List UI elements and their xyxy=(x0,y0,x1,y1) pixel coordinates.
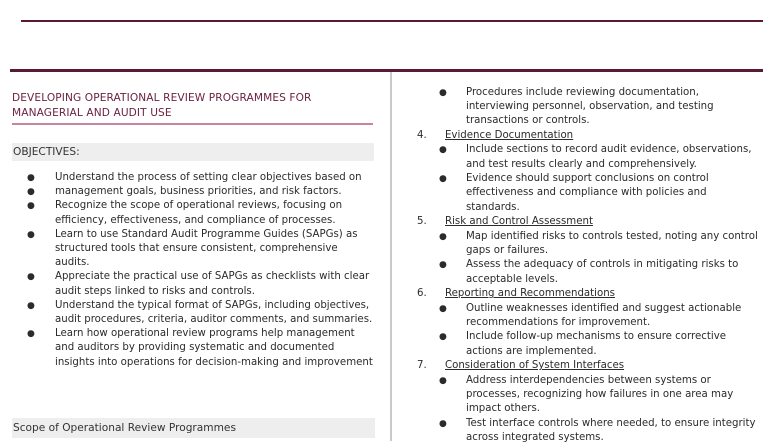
section-title: Risk and Control Assessment xyxy=(445,216,593,228)
bullet-icon: ● xyxy=(439,418,447,429)
objective-text: Learn to use Standard Audit Programme Guides (SAPGs) as structured tools that ensure consistent, comprehensive audits. xyxy=(55,228,358,269)
bullet-icon: ● xyxy=(27,300,35,311)
objective-text: Appreciate the practical use of SAPGs as checklists with clear audit steps linked to risks and controls. xyxy=(55,271,370,297)
bullet-icon: ● xyxy=(439,332,447,343)
document-title xyxy=(12,91,374,121)
section-title: Reporting and Recommendations xyxy=(445,288,615,300)
lead-bullet xyxy=(405,86,763,129)
section-heading xyxy=(405,359,763,373)
section-heading xyxy=(405,215,763,229)
bullet-icon: ● xyxy=(439,260,447,271)
section-bullet xyxy=(405,374,763,417)
objective-item xyxy=(12,270,374,298)
objective-item xyxy=(12,299,374,327)
section-number: 6. xyxy=(417,288,427,300)
bullet-icon: ● xyxy=(439,174,447,185)
left-column xyxy=(12,72,374,434)
section-bullet-text: Include sections to record audit evidence, observations, and test results clearly and comprehensively. xyxy=(466,144,752,170)
section-bullet-text: Test interface controls where needed, to ensure integrity across integrated systems. xyxy=(466,417,756,443)
objectives-heading: OBJECTIVES: xyxy=(12,143,374,161)
objective-text: Understand the process of setting clear objectives based on xyxy=(55,172,362,183)
column-divider xyxy=(390,72,392,441)
lead-bullet-text: Procedures include reviewing documentation, interviewing personnel, observation, and testing transactions or controls. xyxy=(466,87,714,127)
bullet-icon: ● xyxy=(439,303,447,314)
section-heading xyxy=(405,287,763,301)
section-number: 4. xyxy=(417,130,427,142)
title-line-1: DEVELOPING OPERATIONAL REVIEW PROGRAMMES FOR xyxy=(12,92,312,104)
objective-text: management goals, business priorities, and risk factors. xyxy=(55,186,342,198)
section-bullet xyxy=(405,258,763,286)
section-bullet-text: Address interdependencies between systems or processes, recognizing how failures in one area may impact others. xyxy=(466,374,734,414)
objective-text: Learn how operational review programs help management and auditors by providing systematic and documented insights into operations for decision-making and improvement xyxy=(55,328,373,368)
header-top-rule xyxy=(21,20,763,22)
bullet-icon: ● xyxy=(439,88,447,98)
bullet-icon: ● xyxy=(27,201,35,212)
section-number: 5. xyxy=(417,216,427,228)
section-heading xyxy=(405,129,763,143)
bullet-icon: ● xyxy=(27,329,35,340)
bullet-icon: ● xyxy=(27,187,35,198)
objective-text: Recognize the scope of operational reviews, focusing on efficiency, effectiveness, and compliance of processes. xyxy=(55,200,343,226)
section-bullet xyxy=(405,302,763,330)
bullet-icon: ● xyxy=(27,272,35,283)
section-bullet-text: Evidence should support conclusions on control effectiveness and compliance with policies and standards. xyxy=(466,173,709,213)
objective-item xyxy=(12,199,374,227)
bullet-icon: ● xyxy=(439,231,447,242)
objective-item xyxy=(12,185,374,199)
section-bullet-text: Map identified risks to controls tested, noting any control gaps or failures. xyxy=(466,230,758,256)
section-number: 7. xyxy=(417,360,427,372)
bullet-icon: ● xyxy=(27,229,35,240)
section-bullet-text: Outline weaknesses identified and suggest actionable recommendations for improvement. xyxy=(466,302,742,328)
objective-item xyxy=(12,171,374,185)
objective-text: Understand the typical format of SAPGs, including objectives, audit procedures, criteria, auditor comments, and summaries. xyxy=(55,299,373,326)
title-underline xyxy=(12,123,373,125)
section-bullet xyxy=(405,230,763,258)
scope-heading: Scope of Operational Review Programmes xyxy=(12,418,375,438)
bullet-icon: ● xyxy=(439,375,447,386)
section-bullet xyxy=(405,143,763,171)
section-title: Consideration of System Interfaces xyxy=(445,360,625,372)
title-line-2: MANAGERIAL AND AUDIT USE xyxy=(12,107,172,119)
section-bullet xyxy=(405,330,763,358)
section-bullet-text: Include follow-up mechanisms to ensure corrective actions are implemented. xyxy=(466,331,726,357)
section-title: Evidence Documentation xyxy=(445,130,574,142)
objective-item xyxy=(12,228,374,271)
objectives-list xyxy=(12,171,374,370)
section-bullet-text: Assess the adequacy of controls in mitigating risks to acceptable levels. xyxy=(466,259,739,285)
right-column xyxy=(405,86,763,446)
bullet-icon: ● xyxy=(439,145,447,156)
bullet-icon: ● xyxy=(27,173,35,183)
section-bullet xyxy=(405,172,763,215)
objective-item xyxy=(12,327,374,370)
